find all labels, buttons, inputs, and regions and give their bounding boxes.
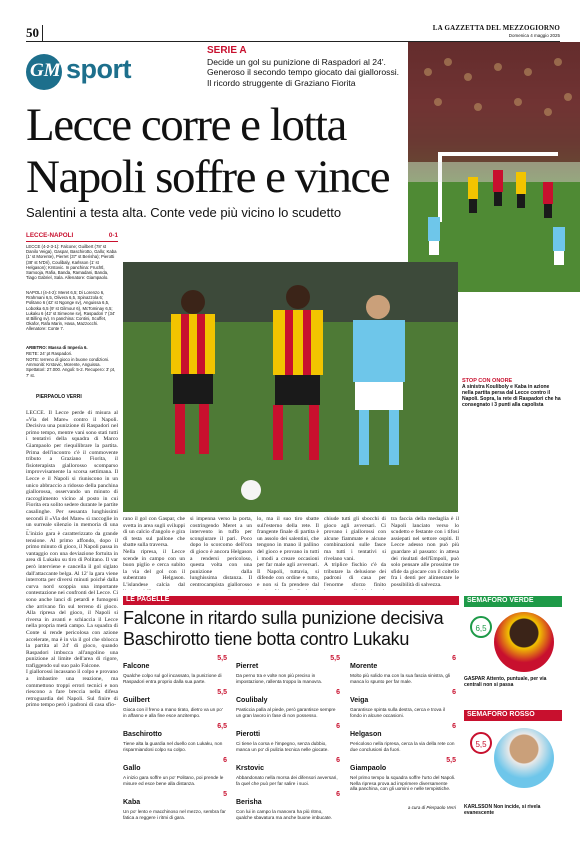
pagelle-headline1: Falcone in ritardo sulla punizione decisiva xyxy=(123,608,444,628)
grade-item: Kaba 5 Un po' lento e macchinoso nel mezzo, sembra far fatica a reggere i ritmi di gara. xyxy=(123,791,227,820)
issue-date: Domenica 4 maggio 2025 xyxy=(508,33,560,38)
verde-caption xyxy=(464,676,562,688)
article-col1: LECCE. Il Lecce perde di misura al «Via del Mare» contro il Napoli. Decisiva una punizione di Raspadori nel primo tempo, mentre vani sono stati tutti i tentativi della squadra di Marco Giampaolo per riequilibrare la partita. Prima dell'incontro c'è il commovente tributo a Graziano Fiorita, il fisioterapista giallorosso scomparso improvvisamente la scorsa settimana. Il Lecce e il Napoli si riuniscono in un unico abbraccio a ridosso della panchina giallorossa, osservando un minuto di raccoglimento vicino al posto in cui Fiorita era solito sedere durante le partite casalinghe. Per sessanta lunghissimi secondi il «Via del Mare» sì raccoglie in un surreale silenzio in memoria di una xyxy=(26,410,118,529)
article-col5: lo, ma il suo tiro sbatte sull'esterno della rete. Il frangente finale di partita è un assolo dei salentini, che tengono in mano il pallino del gioco e provano in tutti i modi a creare occasioni per far male agli avversari. Il Napoli, tuttavia, si difende con ordine e tutto, e non si fa prendere dal xyxy=(257,516,319,588)
article-col8 xyxy=(464,516,562,590)
grade-item: Guilbert 5,5 Gioca con il freno a mano tirato, dietro va un po' in affanno e alla fine esce anzitempo. xyxy=(123,689,227,718)
caption-text: A sinistra Kouliboly e Kaba in azione nella partita persa dal Lecce contro il Napoli. Sopra, la rete di Raspadori che ha consegnato i 3 punti alla capolista xyxy=(462,384,561,408)
headline-line2: Napoli soffre e vince xyxy=(26,151,390,203)
match-score: 0-1 xyxy=(108,232,118,239)
article-col6: chiude tutti gli sbocchi di gioco agli avversari. Ci provano i giallorossi con alcune fiammate e alcune combinazioni sulle fasce ma tutti i tentativi si rivelano vani. A triplice fischio c'è da tributare la delusione dei padroni di casa per l'enorme sforzo finito xyxy=(324,516,386,588)
goal-photo-art xyxy=(408,42,580,292)
scorebox-header xyxy=(26,232,118,242)
grades-col2 xyxy=(236,655,340,825)
grade-item: Morente 6 Molto più solido ma con la sua fascia sinistra, gli manca lo spunto per far male. xyxy=(350,655,456,684)
goal: RETE: 24' pt Raspadori. xyxy=(26,351,73,356)
article-col7: tra faccia della medaglia è il Napoli lanciato verso lo scudetto e festante con i tifosi assiepati nel settore ospiti. Il Lecce adesso non può più guardare al passato: in attesa dei risultati dell'Empoli, può solo pensare alle prossime tre sfide da giocare con il coltello fra i denti per alimentare le possibilità di salvezza. xyxy=(391,516,459,588)
article-col3: rano il gol con Gaspar, che svetta in area sugli sviluppi di un calcio d'angolo e gira di testa sul pallone che sbatte sulla traversa. Nella ripresa, il Lecce scende in campo con un buon piglio e cerca subito la via del gol con il subentrato Helgason. L'islandese calcia dal xyxy=(123,516,185,588)
semaforo-verde xyxy=(464,596,562,704)
grade-item: Pierret 5,5 Da perno tra e volte non più preciso in impostazione, rallenta troppo la manovra. xyxy=(236,655,340,684)
rosso-text: Non incide, si rivela evanescente xyxy=(464,804,541,816)
main-photo xyxy=(123,262,458,512)
semaforo-rosso-label: SEMAFORO ROSSO xyxy=(464,710,562,721)
grade-item: Falcone 5,5 Qualche colpo sul gol incassato, la punizione di Raspadori entra proprio dalla sua parte. xyxy=(123,655,227,684)
main-photo-art xyxy=(123,262,458,512)
gm-sport-logo xyxy=(26,52,176,92)
section-kicker: SERIE A xyxy=(207,45,247,56)
grade-item: Veiga 6 Garantisce spinta sulla destra, cerca e trova il fondo in alcune occasioni. xyxy=(350,689,456,718)
rosso-grade: 5,5 xyxy=(475,740,487,749)
pagelle-label-bar xyxy=(123,596,459,605)
pagelle-credit: a cura di Pierpaolo Verri xyxy=(407,805,456,810)
verde-grade-circle xyxy=(470,616,492,638)
grade-item: Pierotti 6 Ci tiene la corsa e l'impegno, senza dubbio, manca un po' di pulizia tecnica nelle giocate. xyxy=(236,723,340,752)
grades-col1 xyxy=(123,655,227,825)
verde-text: Attento, puntuale, per via centrali non si passa xyxy=(464,676,547,688)
grade-item: Berisha 6 Con lui in campo la manovra ha più ritmo, qualche sbavatura ma anche buone imbucate. xyxy=(236,791,340,820)
article-col2: L'inizio gara è caratterizzato da grande tensione. Al primo affondo, dopo il primo minuto di gioco, il Napoli passa in vantaggio con una deviazione fortuita in area di Lukaku su tiro di Politano. Il var però interviene e cancella il gol siglato dall'attaccante belga. Al 12' la gara viene interrotta per diversi minuti poiché dalla curva nord scoppia una importante contestazione nei confronti del Lecce. Ci sono anche lanci di petardi e fumogeni che arrivano fin sul terreno di gioco. Alla ripresa del gioco, il Napoli si riversa in avanti e schiaccia il Lecce nella propria metà campo. La squadra di Conte si rende pericolosa con azione accelerate, ma è in via il gol che sblocca la partita al 24' di gioco, quando Raspadori imbucca all'angolino una punizione al limite dell'area di rigore, trafiggendo sul suo palo Falcone. I giallorossi incassano il colpo e provano a imbastire una reazione, ma commettono troppi errori tecnici e non riescono a fare breccia nella difesa retroguardia del Napoli. Sul finire di primo tempo però i padroni di casa sfio- xyxy=(26,531,118,709)
lineup-lecce: LECCE (4-2-3-1): Falcone; Guilbert (78' st Danilo Veiga), Gaspar, Baschirotto, Gallo; Kaba (1' st Morente), Pierret (37' st Berisha); Pierotti (38' st N'Dri), Coulibaly, Karlsson (1' st Helgason); Krstovic. In panchina: Fruchtl, Samooja, Rafia, Banda, Ramadani, Banda, Tiago Gabriel, Sala. Allenatore: Giampaolo. xyxy=(26,244,117,281)
lineup-napoli: NAPOLI (4-4-2): Meret 6,5; Di Lorenzo 6, Rrahmani 6,5, Olivera 6,5, Spinazzola 6; Politano 6 (42' st Ngonge sv), Anguissa 6,5, Lobotka 6,5 (9' st Gilmour 6), McTominay 6,5; Lukaku 6 (42' st Simeone sv), Raspadori 7 (34' st Billing sv). In panchina: Contini, Scuffet, Okafor, Rafa Marin, Hasa, Mazzocchi. Allenatore: Conte 7. xyxy=(26,290,116,332)
pagelle-label: LE PAGELLE xyxy=(126,596,170,603)
grade-item: Helgason 6 Pericoloso nella ripresa, cerca la via della rete con due conclusioni da fuori. xyxy=(350,723,456,752)
newspaper-name: LA GAZZETTA DEL MEZZOGIORNO xyxy=(432,24,560,32)
grade-item: Gallo 6 A inizio gara soffre un po' Politano, poi prende le misure ed esce bene alla distanza. xyxy=(123,757,227,786)
grade-item: Krstovic 6 Abbandonato nella morsa dei difensori avversari, fa quel che può per far salire i suoi. xyxy=(236,757,340,786)
verde-grade: 6,5 xyxy=(475,624,487,633)
karlsson-photo xyxy=(494,728,554,788)
verde-name: GASPAR xyxy=(464,676,486,682)
semaforo-rosso xyxy=(464,710,562,830)
headline-subhead: Salentini a testa alta. Conte vede più vicino lo scudetto xyxy=(26,205,342,220)
rosso-caption xyxy=(464,804,562,816)
byline: PIERPAOLO VERRI xyxy=(36,394,82,400)
grades-col3 xyxy=(350,655,456,810)
section-summary: Decide un gol su punizione di Raspadori al 24'. Generoso il secondo tempo giocato dai giallorossi. Il ricordo struggente di Graziano Fiorita xyxy=(207,57,400,88)
page-number: 50 xyxy=(26,25,43,41)
photo-caption xyxy=(462,378,562,408)
article-col4: si impenna verso la porta, costringendo Meret a un intervento in tuffo per scongiurare il pari. Poco dopo lo scorcomo dell'ora di gioco è ancora Helgason a rendersi pericoloso, questa volta con una punizione dalla lunghissima distanza. Il centrocampista giallorosso xyxy=(190,516,252,588)
headline-line1: Lecce corre e lotta xyxy=(26,99,346,151)
grade-item: Coulibaly 6 Pasticcia palla al piede, però garantisce sempre un gran lavoro in fase di non possesso. xyxy=(236,689,340,718)
grade-item: Giampaolo 5,5 Nel primo tempo la squadra soffre l'urto del Napoli. Nella ripresa prova ad imprimere diversamente alla panchina, con gli uomini e nelle tempistiche. xyxy=(350,757,456,792)
semaforo-verde-label: SEMAFORO VERDE xyxy=(464,596,562,607)
scorebox xyxy=(26,232,118,404)
referee: ARBITRO: Massa di Imperia 6. xyxy=(26,345,88,350)
caption-title: STOP CON ONORE xyxy=(462,378,513,384)
notes: NOTE: terreno di gioco in buone condizioni. Ammoniti: Krstovic, Morente, Anguissa. Spettatori: 27.000. Angoli: 5-2. Recupero: 3' pt, 7' st. xyxy=(26,357,116,378)
rosso-grade-circle xyxy=(470,732,492,754)
page-header xyxy=(26,24,560,42)
gaspar-photo xyxy=(494,612,554,672)
gm-logo-circle: GM xyxy=(26,54,62,90)
rosso-name: KARLSSON xyxy=(464,804,493,810)
goal-photo xyxy=(408,42,580,292)
grade-item: Baschirotto 6,5 Tiene alta la guardia nel duello con Lukaku, non risparmiandosi colpo su colpo. xyxy=(123,723,227,752)
logo-word: sport xyxy=(66,54,131,84)
pagelle-headline2: Baschirotto tiene botta contro Lukaku xyxy=(123,629,410,649)
match-name: LECCE-NAPOLI xyxy=(26,232,74,239)
